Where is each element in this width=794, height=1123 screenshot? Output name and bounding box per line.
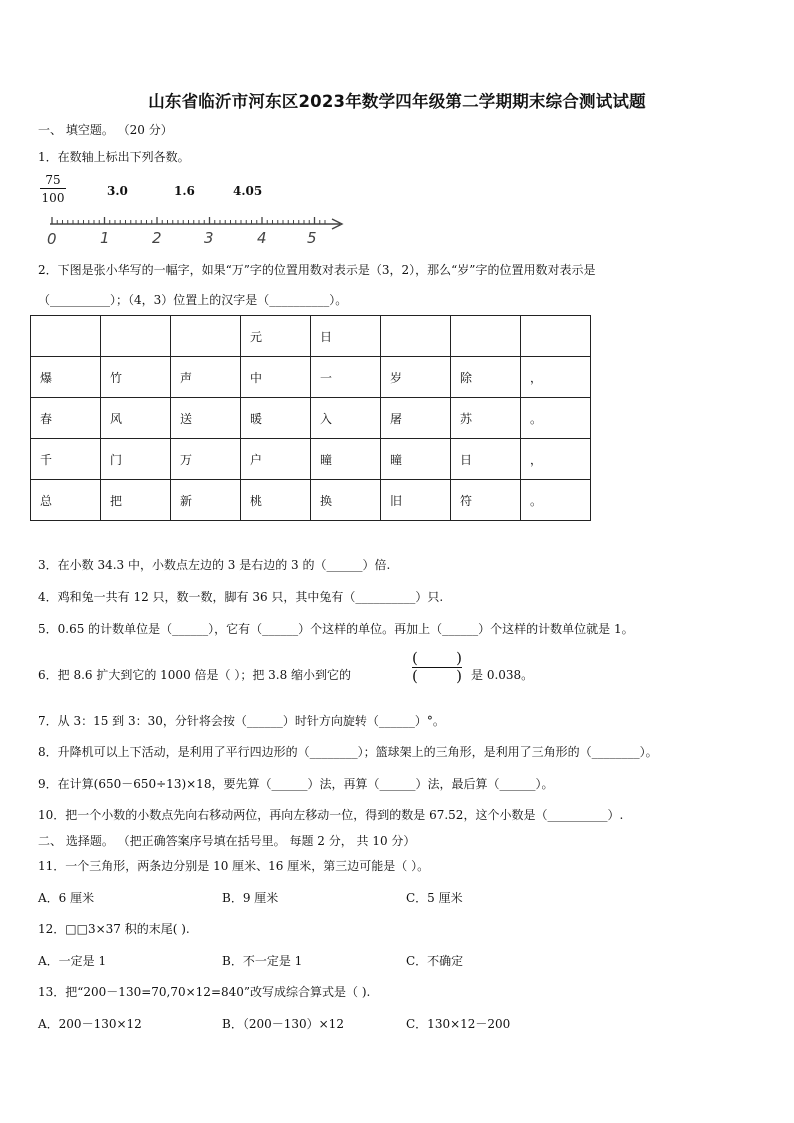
option-a[interactable]: A．200－130×12 [38,1017,142,1031]
question-4: 4．鸡和兔一共有 12 只，数一数，脚有 36 只，其中兔有（__________）只. [38,590,444,604]
grid-cell: 日 [451,439,521,480]
grid-cell: ， [521,439,591,480]
fraction-denominator: 100 [41,191,65,205]
number-line-ticks [52,217,325,224]
option-c[interactable]: C．不确定 [406,954,464,968]
grid-cell: 户 [241,439,311,480]
section-1-heading: 一、 填空题。 （20 分） [38,123,173,137]
grid-row [31,357,591,398]
grid-row [31,439,591,480]
calligraphy-grid [30,315,591,521]
option-c[interactable]: C．5 厘米 [406,891,463,905]
grid-cell: 把 [101,480,171,521]
option-a[interactable]: A．6 厘米 [38,891,95,905]
option-a[interactable]: A．一定是 1 [38,954,107,968]
grid-cell: 。 [521,398,591,439]
tick-label-5: 5 [307,229,317,247]
question-3: 3．在小数 34.3 中，小数点左边的 3 是右边的 3 的（______）倍. [38,558,391,572]
tick-label-0: 0 [47,230,57,248]
grid-cell [521,316,591,357]
grid-cell: 入 [311,398,381,439]
grid-cell: 风 [101,398,171,439]
grid-cell [171,316,241,357]
grid-cell: 岁 [381,357,451,398]
value-3-0: 3.0 [107,184,128,198]
grid-cell: 中 [241,357,311,398]
grid-cell [381,316,451,357]
question-8: 8．升降机可以上下活动，是利用了平行四边形的（________）；篮球架上的三角形，是利用了三角形的（________）。 [38,745,658,759]
grid-cell: 一 [311,357,381,398]
question-7: 7．从 3：15 到 3：30，分针将会按（______）时针方向旋转（______）°。 [38,714,445,728]
option-c[interactable]: C．130×12－200 [406,1017,511,1031]
grid-row [31,480,591,521]
blank-fraction[interactable] [412,650,462,685]
grid-cell: 送 [171,398,241,439]
grid-cell: 暖 [241,398,311,439]
question-2-line-1: 2．下图是张小华写的一幅字，如果“万”字的位置用数对表示是（3，2），那么“岁”字的位置用数对表示是 [38,263,596,277]
grid-cell: 苏 [451,398,521,439]
grid-cell: 竹 [101,357,171,398]
value-4-05: 4.05 [233,184,263,198]
grid-cell: 屠 [381,398,451,439]
section-2-heading: 二、 选择题。 （把正确答案序号填在括号里。 每题 2 分， 共 10 分） [38,834,416,848]
grid-cell: 元 [241,316,311,357]
tick-label-2: 2 [152,229,162,247]
question-12: 12．□□3×37 积的末尾( ). [38,922,190,936]
option-b[interactable]: B．（200－130）×12 [222,1017,344,1031]
grid-cell: 万 [171,439,241,480]
grid-cell: 桃 [241,480,311,521]
tick-label-3: 3 [204,229,214,247]
grid-cell: 曈 [381,439,451,480]
question-2-line-2: （__________）；（4，3）位置上的汉字是（__________）。 [38,293,348,307]
option-b[interactable]: B．9 厘米 [222,891,279,905]
grid-cell: 千 [31,439,101,480]
grid-cell: 除 [451,357,521,398]
fraction-75-100 [40,173,66,205]
grid-cell: 声 [171,357,241,398]
grid-cell: 日 [311,316,381,357]
grid-cell: 旧 [381,480,451,521]
grid-cell: 春 [31,398,101,439]
question-10: 10．把一个小数的小数点先向右移动两位，再向左移动一位，得到的数是 67.52，这个小数是（__________）. [38,808,624,822]
grid-cell: 新 [171,480,241,521]
option-b[interactable]: B．不一定是 1 [222,954,303,968]
question-6: 6．把 8.6 扩大到它的 1000 倍是（ ）；把 3.8 缩小到它的 [38,668,352,682]
grid-cell [101,316,171,357]
paren-close: ) [456,667,462,685]
paren-close: ) [456,649,462,667]
grid-cell: 曈 [311,439,381,480]
question-6-suffix: 是 0.038。 [471,668,534,682]
grid-cell: 爆 [31,357,101,398]
paren-open: ( [412,649,418,667]
grid-cell: 。 [521,480,591,521]
fraction-numerator: 75 [40,173,66,189]
grid-row [31,316,591,357]
grid-cell: 符 [451,480,521,521]
value-1-6: 1.6 [174,184,195,198]
question-9: 9．在计算(650－650÷13)×18，要先算（______）法，再算（______）法，最后算（______）。 [38,777,554,791]
grid-cell [451,316,521,357]
question-5: 5．0.65 的计数单位是（______），它有（______）个这样的单位。再加上（______）个这样的计数单位就是 1。 [38,622,634,636]
grid-cell: ， [521,357,591,398]
grid-cell: 换 [311,480,381,521]
grid-row [31,398,591,439]
question-11: 11．一个三角形，两条边分别是 10 厘米、16 厘米，第三边可能是（ ）。 [38,859,430,873]
grid-cell: 总 [31,480,101,521]
page-title: 山东省临沂市河东区2023年数学四年级第二学期期末综合测试试题 [148,92,646,111]
question-1: 1．在数轴上标出下列各数。 [38,150,190,164]
grid-cell: 门 [101,439,171,480]
paren-open: ( [412,667,418,685]
question-13: 13．把“200－130=70,70×12=840”改写成综合算式是（ ). [38,985,371,999]
grid-cell [31,316,101,357]
tick-label-1: 1 [100,229,110,247]
number-line[interactable] [40,212,350,248]
tick-label-4: 4 [257,229,267,247]
